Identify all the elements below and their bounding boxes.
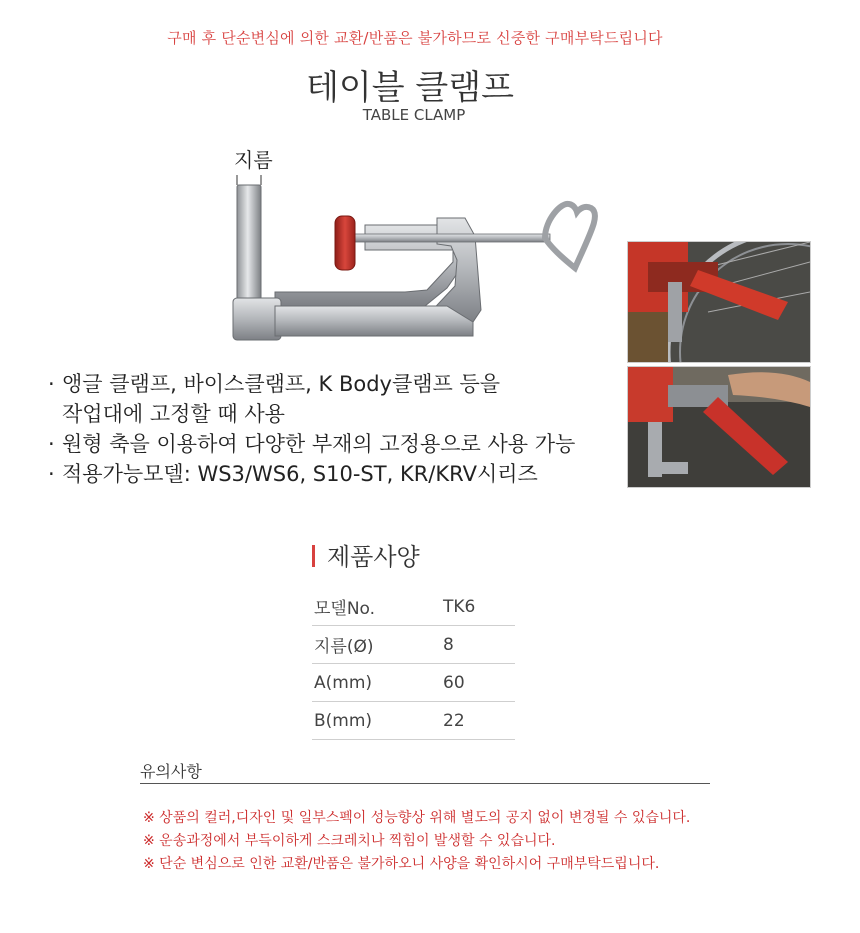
caution-list [143, 807, 690, 876]
top-notice: 구매 후 단순변심에 의한 교환/반품은 불가하므로 신중한 구매부탁드립니다 [167, 29, 663, 47]
feature-list [48, 369, 628, 489]
caution-heading: 유의사항 [140, 762, 202, 781]
product-subtitle: TABLE CLAMP [362, 106, 466, 124]
clamp-red-knob [335, 216, 355, 270]
usage-photo-1 [627, 241, 811, 363]
spec-table [312, 588, 515, 740]
spec-row: 지름(Ø) 8 [312, 626, 515, 664]
caution-item: ※ 상품의 컬러,디자인 및 일부스펙이 성능향상 위해 별도의 공지 없이 변경될 수 있습니다. [143, 810, 691, 826]
diameter-label: 지름 [234, 148, 273, 172]
clamp-pin [237, 185, 261, 310]
feature-item: · 앵글 클램프, 바이스클램프, K Body클램프 등을 [48, 372, 501, 396]
accent-bar [312, 545, 315, 567]
caution-item: ※ 운송과정에서 부득이하게 스크레치나 찍힘이 발생할 수 있습니다. [143, 833, 556, 849]
table-clamp-illustration [215, 140, 605, 350]
caution-item: ※ 단순 변심으로 인한 교환/반품은 불가하오니 사양을 확인하시어 구매부탁드립니다. [143, 856, 660, 872]
feature-item: · 원형 축을 이용하여 다양한 부재의 고정용으로 사용 가능 [48, 432, 576, 456]
spec-heading: 제품사양 [312, 537, 420, 572]
spec-row: B(mm) 22 [312, 702, 515, 740]
spec-row: A(mm) 60 [312, 664, 515, 702]
feature-item: · 적용가능모델: WS3/WS6, S10-ST, KR/KRV시리즈 [48, 462, 538, 486]
product-title: 테이블 클램프 [306, 68, 514, 108]
clamp-screw [350, 234, 550, 242]
divider [140, 783, 710, 784]
feature-item-continuation: 작업대에 고정할 때 사용 [62, 402, 285, 426]
spec-row: 모델No. TK6 [312, 588, 515, 626]
clamp-handle [545, 204, 595, 268]
usage-photo-2 [627, 366, 811, 488]
